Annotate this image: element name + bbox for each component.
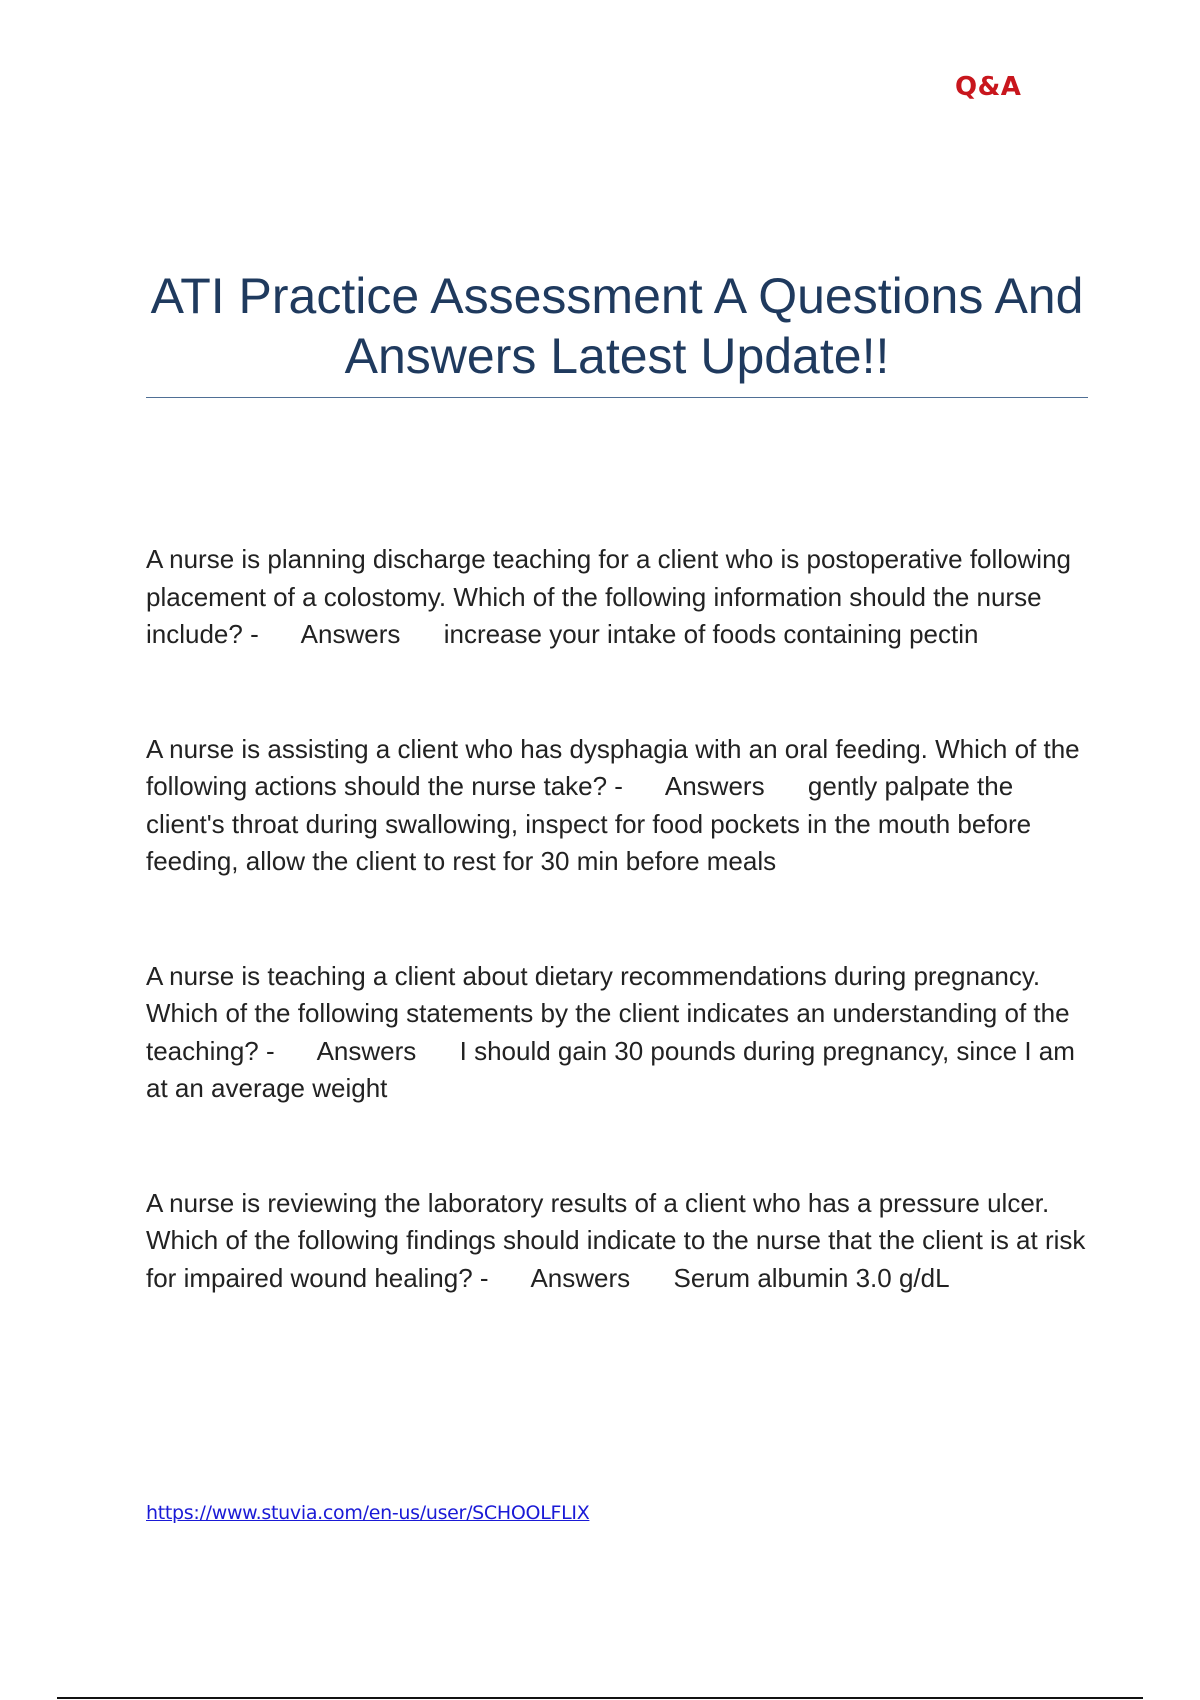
answer-label: Answers xyxy=(664,771,765,801)
question-text: A nurse is teaching a client about dietary recommendations during pregnancy. Which of the following statements by the client indicates an understanding of the teaching? - xyxy=(146,960,1070,1066)
stuvia-profile-link[interactable]: https://www.stuvia.com/en-us/user/SCHOOLFLIX xyxy=(146,1502,590,1524)
answer-text: I should gain 30 pounds during pregnancy, since I am at an average weight xyxy=(146,1035,1075,1103)
title-block xyxy=(146,266,1088,386)
answer-label: Answers xyxy=(530,1262,631,1293)
answer-label: Answers xyxy=(300,619,401,649)
qa-item xyxy=(146,541,1086,654)
qa-item xyxy=(146,958,1086,1108)
answer-label: Answers xyxy=(316,1035,417,1066)
qa-item xyxy=(146,731,1086,881)
question-text: A nurse is reviewing the laboratory results of a client who has a pressure ulcer. Which of the following findings should indicate to the nurse that the client is at risk for impaired wound healing? - xyxy=(146,1187,1086,1293)
answer-text: Serum albumin 3.0 g/dL xyxy=(673,1262,950,1293)
qa-header-tag: Q&A xyxy=(955,72,1022,102)
footer-divider xyxy=(57,1697,1143,1699)
answer-text: increase your intake of foods containing pectin xyxy=(443,619,979,649)
question-text: A nurse is assisting a client who has dysphagia with an oral feeding. Which of the following actions should the nurse take? - xyxy=(146,733,1080,801)
qa-list xyxy=(146,541,1086,1374)
question-text: A nurse is planning discharge teaching for a client who is postoperative following placement of a colostomy. Which of the following information should the nurse include? - xyxy=(146,544,1071,649)
title-divider xyxy=(146,397,1088,398)
document-title: ATI Practice Assessment A Questions And Answers Latest Update!! xyxy=(150,268,1084,384)
qa-item xyxy=(146,1185,1086,1298)
answer-text: gently palpate the client's throat during swallowing, inspect for food pockets in the mouth before feeding, allow the client to rest for 30 min before meals xyxy=(146,771,1032,876)
